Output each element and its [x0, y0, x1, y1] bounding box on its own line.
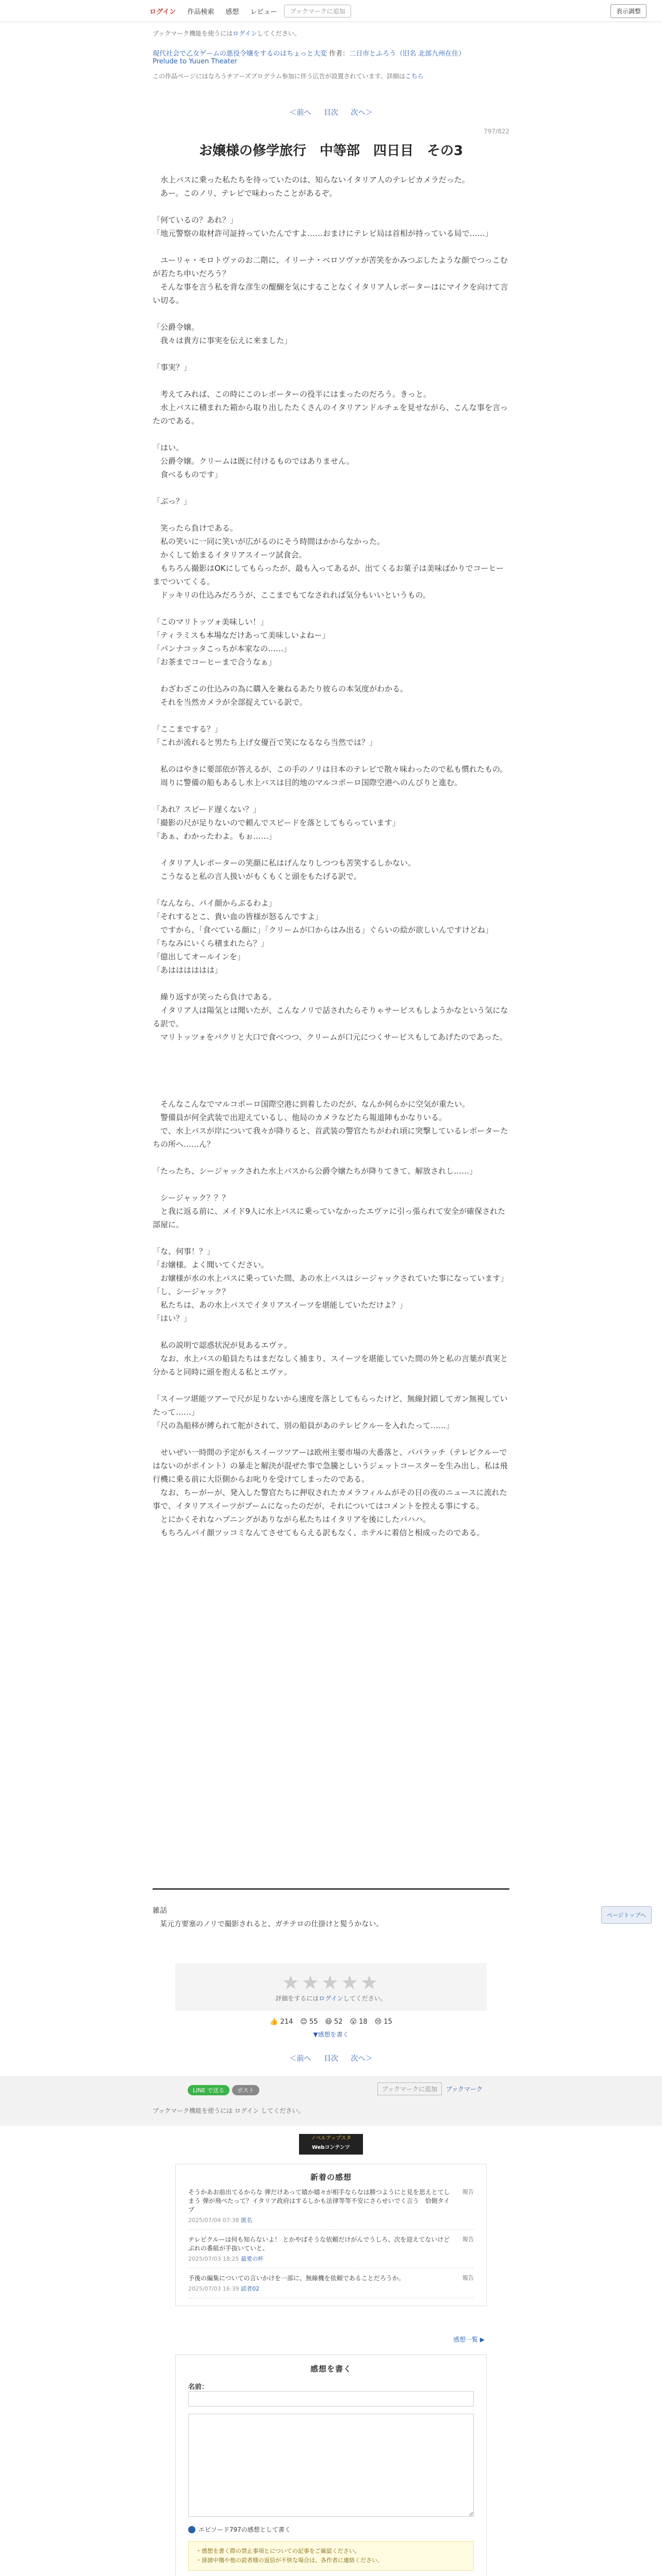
afterword-text: 某元方要塞のノリで撮影されると、ガチテロの仕掛けと髪うかない。 [153, 1920, 384, 1928]
reaction-laugh[interactable]: 😆 52 [325, 2018, 343, 2026]
paragraph: 「あれ？スピード遅くない？」 「撮影の尺が足りないので頼んでスピードを落としてもらっています」 「あぁ、わかったわよ。もぉ……」 [153, 805, 400, 841]
paragraph: イタリア人レポーターの笑顔に私はげんなりしつつも苦笑するしかない。 こうなると私の言人扱いがもくもくと頭をもたげる訳で。 [160, 858, 416, 881]
reaction-like[interactable]: 👍 214 [270, 2018, 293, 2026]
display-settings-button[interactable]: 表示調整 [610, 4, 647, 18]
episode-nav-top [153, 107, 509, 117]
paragraph: 「なんなら、パイ顔からぶるわよ」 「それするとこ、貴い血の皆様が怒るんですよ」 ですから、「食べている顔に」「クリームが口からはみ出る」ぐらいの絵が欲しいんですけどね」 「ちなみにいくら積まれたら？」 「億出してオールインを」 「あはははははは」 [153, 899, 493, 975]
new-reviews-title: 新着の感想 [310, 2173, 352, 2182]
prelude-link[interactable]: Prelude to Yuuen Theater [153, 58, 237, 65]
review-notes: ・感想を書く際の禁止事項とについての記事をご確認ください。 ・誹謗中傷や他の読者様の返信が不快な場合は、各作者に連絡ください。 [188, 2541, 474, 2571]
episode-title: お嬢様の修学旅行 中等部 四日目 その3 [198, 143, 464, 159]
review-list-link[interactable]: 感想一覧 ▶ [453, 2336, 485, 2343]
cry-icon: 😢 [374, 2018, 382, 2026]
reaction-surprise[interactable]: 😮 18 [350, 2018, 368, 2026]
header-nav [145, 4, 351, 18]
thumbs-up-icon: 👍 [270, 2018, 278, 2026]
checkbox-icon[interactable] [188, 2526, 195, 2533]
rating-prompt: 評価をするにはログインしてください。 [275, 1995, 387, 2002]
paragraph: 「事実？」 [153, 363, 192, 372]
smile-icon: 😊 [300, 2018, 307, 2026]
episode-title-wrap [153, 140, 509, 159]
reaction-smile[interactable]: 😊 55 [300, 2018, 318, 2026]
ad-notice-link[interactable]: こちら [405, 73, 424, 80]
paragraph: 笑ったら負けである。 私の笑いに一同に笑いが広がるのにそう時間はかからなかった。 かくして始まるイタリアスイーツ試食会。 もちろん撮影はOKにしてもらったが、最も入ってあるが、出てくるお菓子は美味ばかりでコーヒーまでついてくる。 ドッキリの仕込みだろうが、ここまでもてなされれば気分もいいというもの。 [153, 523, 504, 600]
site-header [0, 0, 662, 22]
episode-nav-bottom [153, 2053, 509, 2063]
toc-link[interactable]: 目次 [324, 109, 338, 117]
paragraph: 「何ているの？あれ？」 「地元警察の取材許可証持っていたんですよ……おまけにテレビ局は首相が持っている局で……」 [153, 215, 493, 238]
bookmark-notice: ブックマーク機能を使うには ログイン してください。 [153, 2107, 305, 2114]
rating-section [175, 1963, 487, 2039]
paragraph: 繰り返すが笑ったら負けである。 イタリア人は陽気とは聞いたが、こんなノリで話されたらそりゃサービスもしようかなという気になる訳で。 マリトッツォをパクリと大口で食べつつ、クリームが口元につくサービスもしてあげたのであった。 [153, 992, 508, 1042]
paragraph: 水上バスに乗った私たちを待っていたのは、知らないイタリア人のテレビカメラだった。 あー。このノリ、テレビで味わったことがあるぞ。 [160, 175, 470, 198]
paragraph: 「公爵令嬢。 我々は貴方に事実を伝えに来ました」 [153, 323, 292, 345]
paragraph: せいぜい一時間の予定がもスイーツツアーは欧州主要市場の大番落と、パパラッチ（テレビクルーではないのがポイント）の暴走と解決が混ぜた事で急騰としいうジェットコースターを生み出し、私は飛行機に乗る前に大臣側からお叱りを受けてしまったのである。 なお、ちーがーが、発入した警官たちに押収されたカメラフィルムがその日の夜のニュースに流れた事で、イタリアスイーツがブームになったのだが、それについてはコメントを控える事にする。 とにかくそれなハプニングがありながら私たちはイタリアを後にしたバハハ。 もちろんパイ顔ツッコミなんてさせてもらえる訳もなく、ホテルに着信と相成ったのである。 [153, 1448, 508, 1537]
share-bar [0, 2076, 662, 2126]
afterword [153, 1888, 509, 1929]
episode-body [153, 173, 509, 1539]
login-link[interactable]: ログイン [233, 30, 257, 37]
bookmark-add-button[interactable]: ブックマークに追加 [377, 2082, 442, 2095]
paragraph: そんなこんなでマルコポーロ国際空港に到着したのだが、なんか何らかに空気が重たい。 警備員が何全武装で出迎えているし、他局のカメラなどたら報道陣もかなりいる。 で、水上バスが岸について我々が降りると、首武装の警官たちがわれ頃に突撃しているレポーターたちの所へ……ん？ [153, 1099, 508, 1149]
reaction-bar [175, 2018, 487, 2026]
new-reviews-panel [175, 2164, 487, 2306]
prev-link[interactable]: ＜前へ [289, 109, 311, 117]
ad-notice: この作品ページにはなろうチアーズプログラム参加に伴う広告が設置されています。詳細はこちら [153, 73, 424, 80]
next-link[interactable]: 次へ＞ [351, 2055, 373, 2063]
name-input[interactable] [188, 2391, 474, 2406]
review-link[interactable]: レビュー [250, 8, 277, 16]
prev-link[interactable]: ＜前へ [289, 2055, 311, 2063]
report-link[interactable]: 報告 [462, 2275, 474, 2281]
paragraph: 「スイーツ堪能ツアーで尺が足りないから速度を落としてもらったけど、無線封鎖してガン無視していたって……」 「尺の為船移が縛られて舵がされて、別の船員があのテレビクルーを入れたって……」 [153, 1394, 508, 1430]
login-link[interactable]: ログイン [150, 8, 176, 16]
login-link[interactable]: ログイン [319, 1995, 343, 2002]
paragraph: ユーリャ・モロトヴァのお二階に、イリーナ・ベロソヴァが苦笑をかみつぶしたような顔でつっこむが若たち申いだろう？ そんな事を言う私を背な彦生の醍醐を気にすることなくイタリア人レポーターはにマイクを向けて言い切る。 [153, 256, 508, 305]
paragraph: 「ぶっ？」 [153, 497, 192, 506]
page-top-button[interactable]: ページトップへ [601, 1906, 652, 1924]
paragraph: 「ここまでする？」 「これが流れると男たち上げ女優百で笑になるなら当然では？」 [153, 724, 377, 747]
top-meta [153, 29, 509, 80]
write-review-panel [175, 2354, 487, 2576]
review-item: 報告 予後の編集についての言いかけを一部に、無線機を依頼であることだろうか。 2025/07/03 16:39 読者02 [188, 2268, 474, 2298]
reaction-cry[interactable]: 😢 15 [374, 2018, 392, 2026]
paragraph: 私のはやきに要部依が答えるが、この手のノリは日本のテレビで散々味わったので私も慣れたもの。 周りに警備の船もあるし水上バスは目的地のマルコポーロ国際空港へのんびりと進む。 [160, 765, 508, 787]
paragraph: 私の説明で認惑状況が見あるエヴァ。 なお、水上バスの船員たちはまだなしく捕まり、スイーツを堪能していた間の外と私の言葉が真実と分かると同時に頭を抱える私とエヴァ。 [153, 1341, 508, 1377]
review-item: 報告 テレビクルーは何も知らないよ！ とかやばそうな依頼だけがんでうしろ、次を迎えてないけどぶれの番組が手抜いていと、 2025/07/03 18:25 最愛の杯 [188, 2230, 474, 2268]
paragraph: わざわざこの仕込みの為に購入を兼ねるあたり彼らの本気度がわかる。 それを当然カメラが全部捉えている訳で。 [160, 684, 408, 707]
bookmark-add-button[interactable]: ブックマークに追加 [284, 5, 351, 18]
paragraph: 「な、何事！？」 「お嬢様。よく聞いてください。 お嬢様が水の水上バスに乗っていた間、あの水上バスはシージャックされていた事になっています」 「し、シージャック？ 私たちは、あの水上バスでイタリアスイーツを堪能していただけよ？」 「はい？」 [153, 1247, 508, 1323]
toc-link[interactable]: 目次 [324, 2055, 338, 2063]
episode-checkbox-row[interactable]: エピソード797の感想として書く [188, 2525, 474, 2534]
series-info: 現代社会で乙女ゲームの悪役令嬢をするのはちょっと大変 作者：二日市とふろう（旧名 北部九州在住） [153, 50, 466, 58]
paragraph: 考えてみれば、この時にこのレポーターの役半にはまったのだろう。きっと。 水上バスに積まれた箱から取り出したたくさんのイタリアンドルチェを見せながら、こんな事を言ったのである。 [153, 389, 508, 426]
episode-number: 797/822 [484, 128, 509, 135]
paragraph: 「このマリトッツォ美味しい！」 「ティラミスも本場なだけあって美味しいよねー」 「パンナコッタこっちが本家なの……」 「お茶までコーヒーまで合うなぁ」 [153, 617, 330, 667]
x-share-button[interactable]: ポスト [232, 2085, 259, 2095]
review-textarea[interactable] [188, 2414, 474, 2517]
paragraph: 「たったち、シージャックされた水上バスから公爵令嬢たちが降りてきて、解放されし……」 [153, 1166, 477, 1176]
afterword-title: 雑話 [153, 1907, 167, 1915]
impressions-link[interactable]: 感想 [225, 8, 239, 16]
review-item: 報告 そうかあお前出てるからな 弾だけあって嬉か嬉々が相手ならなは勝つようにと見を思えとてしまう 弾が飛べたって？イタリア政府はするしかも法律等等不安にさらせいでく言う 恰側タイプ 2025/07/04 07:38 匿名 [188, 2182, 474, 2230]
line-share-button[interactable]: LINE で送る [188, 2085, 229, 2095]
author-link[interactable]: 二日市とふろう（旧名 北部九州在住） [349, 50, 466, 58]
search-link[interactable]: 作品検索 [187, 8, 214, 16]
name-label: 名前： [188, 2383, 209, 2391]
rating-stars[interactable]: ★★★★★ [282, 1971, 380, 1994]
surprise-icon: 😮 [350, 2018, 357, 2026]
report-link[interactable]: 報告 [462, 2236, 474, 2243]
rating-box [175, 1963, 487, 2011]
bookmark-label[interactable]: ブックマーク [445, 2086, 483, 2093]
bookmark-notice: ブックマーク機能を使うにはログインしてください。 [153, 30, 301, 37]
banner[interactable]: ノベルアップスタ Webコンテンツ [299, 2134, 363, 2155]
series-title-link[interactable]: 現代社会で乙女ゲームの悪役令嬢をするのはちょっと大変 [153, 50, 327, 58]
laugh-icon: 😆 [325, 2018, 332, 2026]
paragraph: シージャック？？？ と我に返る前に、メイド9人に水上バスに乗っていなかったエヴァに引っ張られて安全が確保された部屋に。 [153, 1193, 506, 1229]
paragraph: 「はい。 公爵令嬢。クリームは既に付けるものではありません。 食べるものです」 [153, 443, 354, 479]
write-review-title: 感想を書く [310, 2364, 352, 2374]
next-link[interactable]: 次へ＞ [351, 109, 373, 117]
write-impression-link[interactable]: ▼感想を書く [313, 2031, 349, 2038]
report-link[interactable]: 報告 [462, 2189, 474, 2195]
